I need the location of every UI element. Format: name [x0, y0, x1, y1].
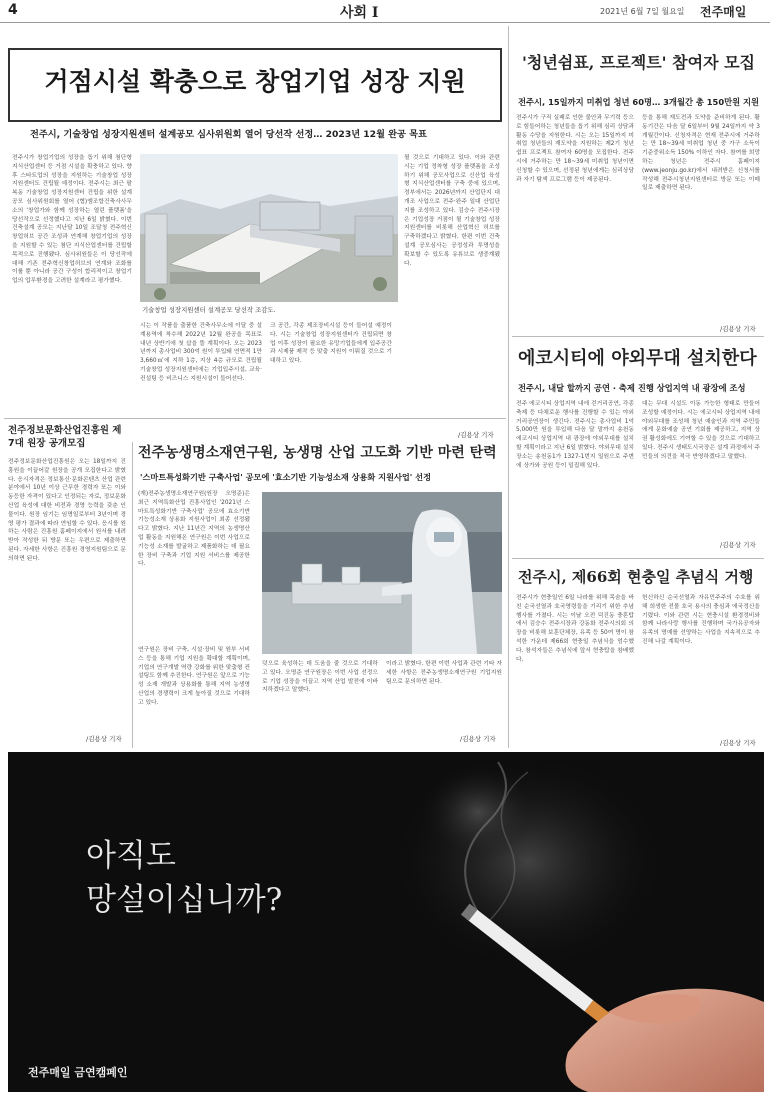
lab-researcher-image: [262, 492, 502, 654]
biomaterials-article: [134, 420, 508, 748]
director-byline: /김용상 기자: [86, 735, 122, 743]
lead-headline-box: [8, 48, 502, 122]
lead-subhead: 전주시, 기술창업 성장지원센터 설계공모 심사위원회 열어 당선작 선정… 2023년 12월 완공 목표: [30, 129, 427, 140]
director-recruit-article: [0, 420, 132, 748]
article-divider: [512, 558, 764, 559]
youth-project-article: [512, 26, 770, 336]
column-divider: [132, 442, 133, 748]
ecocity-byline: /김용상 기자: [720, 541, 756, 549]
youth-byline: /김용상 기자: [720, 325, 756, 333]
smoke-cigarette-image: [8, 752, 764, 1092]
memorial-col-2: 헌신하신 순국선열과 자유민주주의 수호를 위해 희생한 전몰 호국 용사의 충심과 애국정신을 기렸다. 이와 관련 시는 현충시설 환경정비와 함께 나라사랑 행사를 진행하며 국가유공자와 유족의 명예를 선양하는 사업을 지속적으로 추진해 나갈 계획이다.: [642, 595, 760, 645]
lead-col-2b: 크 공간, 각종 제조장비시설 등이 들어설 예정이다. 시는 기술창업 성장지원센터가 건립되면 창업 이후 성장이 필요한 유망기업들에게 입주공간과 시제품 제작 등 맞춤 지원이 이뤄질 것으로 기대하고 있다.: [270, 323, 392, 365]
paper-name: 전주매일: [700, 5, 747, 19]
director-headline: 전주정보문화산업진흥원 제7대 원장 공개모집: [8, 425, 122, 449]
biomaterials-col-1: (재)전주농생명소재연구원(원장 오명준)은 최근 지역특화산업 진흥사업인 '2021년 스마트특성화기반 구축사업' 공모에 효소기반 기능성소재 상용화 지원사업이 최종 선정됐다고 밝혔다. 지난 11년간 지역의 농생명산업 활동을 지원해온 연구원은 이번 사업으로 기능성 소재를 발굴하고 제품화하는 데 필요한 장비 구축과 기업 지원 서비스를 제공한다.: [138, 491, 250, 568]
lead-photo-caption: 기술창업 성장지원센터 설계공모 당선작 조감도.: [142, 306, 276, 314]
article-divider: [4, 418, 506, 419]
director-text: 전주정보문화산업진흥원은 오는 18일까지 진흥원을 이끌어갈 원장을 공개 모집한다고 밝혔다. 응시자격은 정보통신·문화콘텐츠 산업 관련 분야에서 10년 이상 근무한 경력자 또는 이와 동등한 자격이 있다고 인정되는 자로, 정보문화산업 육성에 대한 비전과 경영 능력을 갖춘 인물이다. 원장 임기는 임명일로부터 3년이며 경영 평가 결과에 따라 연임할 수 있다. 응시를 원하는 사람은 진흥원 홈페이지에서 원서를 내려받아 작성한 뒤 방문 또는 우편으로 제출하면 된다. 자세한 사항은 진흥원 경영지원팀으로 문의하면 된다.: [8, 459, 126, 562]
memorial-col-1: 전주시가 현충일인 6일 나라를 위해 목숨을 바친 순국선열과 호국영령들을 기리기 위한 추념 행사를 가졌다. 시는 이날 오전 덕진동 충혼탑에서 김승수 전주시장과 강동화 전주시의회 의장을 비롯해 보훈단체장, 유족 등 50여 명이 참석한 가운데 제66회 현충일 추념식을 엄수했다. 참석자들은 추념식에 앞서 현충탑을 참배했다.: [516, 595, 634, 663]
youth-col-2: 등을 통해 재도전과 도약을 준비하게 된다. 활동기간은 다음 달 6일부터 9월 24일까지 약 3개월간이다. 신청자격은 현재 전주시에 거주하는 만 18~39세 미취업 청년 중 가구 소득이 기준중위소득 150% 이하인 자다. 참여를 희망하는 청년은 전주시 홈페이지(www.jeonju.go.kr)에서 내려받은 신청서를 작성해 전주시청년지원센터로 방문 또는 이메일로 제출하면 된다.: [642, 115, 760, 192]
youth-col-1: 전주시가 구직 실패로 인한 불안과 무기력 등으로 힘들어하는 청년들을 돕기 위해 심리 상담과 활동 수당을 지원한다. 시는 오는 15일까지 미취업 청년들의 재도약을 지원하는 제2기 청년쉼표 프로젝트 참여자 60명을 모집한다. 전주시에 거주하는 만 18~39세 미취업 청년이면 신청할 수 있으며, 선정된 청년에게는 심리상담과 자기 탐색 프로그램 등이 제공된다.: [516, 115, 634, 183]
lead-photo: [140, 154, 398, 302]
memorial-headline: 전주시, 제66회 현충일 추념식 거행: [518, 568, 754, 586]
biomaterials-col-2: 연구원은 장비 구축, 시설·장비 및 원부 서비스 등을 통해 기업 지원을 확대할 계획이며, 기업의 연구개발 역량 강화를 위한 맞춤형 컨설팅도 함께 추진한다. 연구원은 앞으로 기능성 소재 개발과 상용화를 통해 지역 농생명 산업의 경쟁력이 크게 높아질 것으로 기대하고 있다.: [138, 647, 250, 706]
lead-headline: 거점시설 확충으로 창업기업 성장 지원: [44, 67, 466, 96]
building-rendering-image: [140, 154, 398, 302]
article-divider: [512, 336, 764, 337]
memorial-article: [512, 560, 770, 748]
column-divider: [508, 26, 509, 748]
lead-col-1: 전주시가 창업기업의 성장을 돕기 위해 첨단형 지식산업센터 등 거점 시설을 확충하고 있다. 향후 스타트업의 성장을 지원하는 기술창업 성장지원센터도 건립될 예정이다. 전주시는 최근 팔복동 기술창업 성장지원센터 건립을 위한 설계공모 심사위원회를 열어 (협)엠조합건축사사무소의 '창업가와 함께 성장하는 열린 플랫폼'을 당선작으로 선정했다고 지난 6일 밝혔다. 이번 건축설계 공모는 지난달 10일 조달청 전주혁신창업허브 공간 조성과 연계해 창업기업의 성장을 지원할 수 있는 첨단 지식산업센터를 건립할 목적으로 진행됐다. 심사위원들은 이 당선작에 대해 기존 전주혁신창업허브의 연계와 조화를 이룰 뿐 아니라 공간 구성이 합리적이고 창업기업의 업무환경을 고려한 설계라고 평가했다.: [12, 155, 132, 285]
section-title: 사회 I: [340, 5, 379, 21]
page-header: [0, 0, 770, 23]
ecocity-col-2: 대는 무대 시설도 이동 가능한 형태로 만들어 조성할 예정이다. 시는 에코시티 상업지역 내에 야외무대를 조성해 청년 예술인과 지역 주민들에게 문화예술 공연 기회를 제공하고, 지역 상권 활성화에도 기여할 수 있을 것으로 기대하고 있다. 전주시 생태도시국장은 설계 과정에서 주민들의 의견을 적극 반영하겠다고 말했다.: [642, 401, 760, 460]
ecocity-subhead: 전주시, 내달 할까지 공연 · 축제 진행 상업지역 내 광장에 조성: [518, 383, 746, 393]
lead-col-3: 될 것으로 기대하고 있다. 이와 관련 시는 기업 정착형 성장 플랫폼을 조성하기 위해 공모사업으로 신산업 육성형 지식산업센터를 구축 중에 있으며, 정부에서는 2026년까지 산업단지 대개조 사업으로 전주·완주 일대 산업단지를 조성하고 있다. 김승수 전주시장은 기업성장 거점이 될 기술창업 성장지원센터를 비롯해 산업혁신 허브를 구축하겠다고 밝혔다. 한편 이번 건축설계 공모심사는 공정성과 투명성을 확보할 수 있도록 유튜브로 생중계됐다.: [404, 155, 500, 267]
ad-question: 아직도 망설이십니까?: [86, 838, 283, 918]
lead-col-2a: 시는 이 작품을 출품한 건축사무소에 이달 중 설계용역에 착수해 2022년 12월 완공을 목표로 내년 상반기에 첫 삽을 뜰 계획이다. 오는 2023년까지 총사업비 300억 원이 투입돼 연면적 1만3,660㎡에 지하 1층, 지상 4층 규모로 건립될 기술창업 성장지원센터에는 기업입주시설, 교육·컨설팅 등 비즈니스 지원시설이 들어선다.: [140, 323, 262, 382]
lead-byline: /김용상 기자: [458, 431, 494, 439]
antismoking-ad: [8, 752, 764, 1092]
youth-subhead: 전주시, 15일까지 미취업 청년 60명… 3개월간 총 150만원 지원: [518, 97, 760, 107]
issue-date: 2021년 6월 7일 월요일: [600, 7, 685, 16]
page-number: 4: [8, 2, 18, 18]
lab-photo: [262, 492, 502, 654]
ecocity-col-1: 전주 에코시티 상업지역 내에 걷거리공연, 각종 축제 등 다채로운 행사를 진행할 수 있는 야외 거리공연장이 생긴다. 전주시는 총사업비 1억5,000만 원을 투입해 다음 달 말까지 송천동 에코시티 상업지역 내 광장에 야외무대를 설치할 계획이라고 지난 6일 밝혔다. 야외무대 설치 장소는 송천동1가 1327-1번지 일원으로 주변에 상가와 공원 등이 밀집해 있다.: [516, 401, 634, 469]
biomaterials-col-3: 덧으로 육성하는 데 도움을 줄 것으로 기대하고 있다. 오명준 연구원장은 이번 사업 선정으로 기업 성장을 이끌고 지역 산업 발전에 이바지하겠다고 말했다.: [262, 661, 378, 694]
biomaterials-headline: 전주농생명소재연구원, 농생명 산업 고도화 기반 마련 탄력: [138, 445, 497, 461]
youth-headline: '청년쉼표, 프로젝트' 참여자 모집: [522, 53, 756, 72]
ad-campaign-label: 전주매일 금연캠페인: [28, 1066, 128, 1079]
ecocity-headline: 에코시티에 야외무대 설치한다: [518, 348, 757, 369]
memorial-byline: /김용상 기자: [720, 739, 756, 747]
biomaterials-subhead: '스마트특성화기반 구축사업' 공모에 '효소기반 기능성소재 상용화 지원사업' 선정: [140, 472, 431, 482]
biomaterials-col-4: 이라고 밝혔다. 한편 이번 사업과 관련 기타 자세한 사항은 전주농생명소재연구원 기업지원팀으로 문의하면 된다.: [386, 661, 502, 685]
biomaterials-byline: /김용상 기자: [460, 735, 496, 743]
ecocity-article: [512, 338, 770, 558]
